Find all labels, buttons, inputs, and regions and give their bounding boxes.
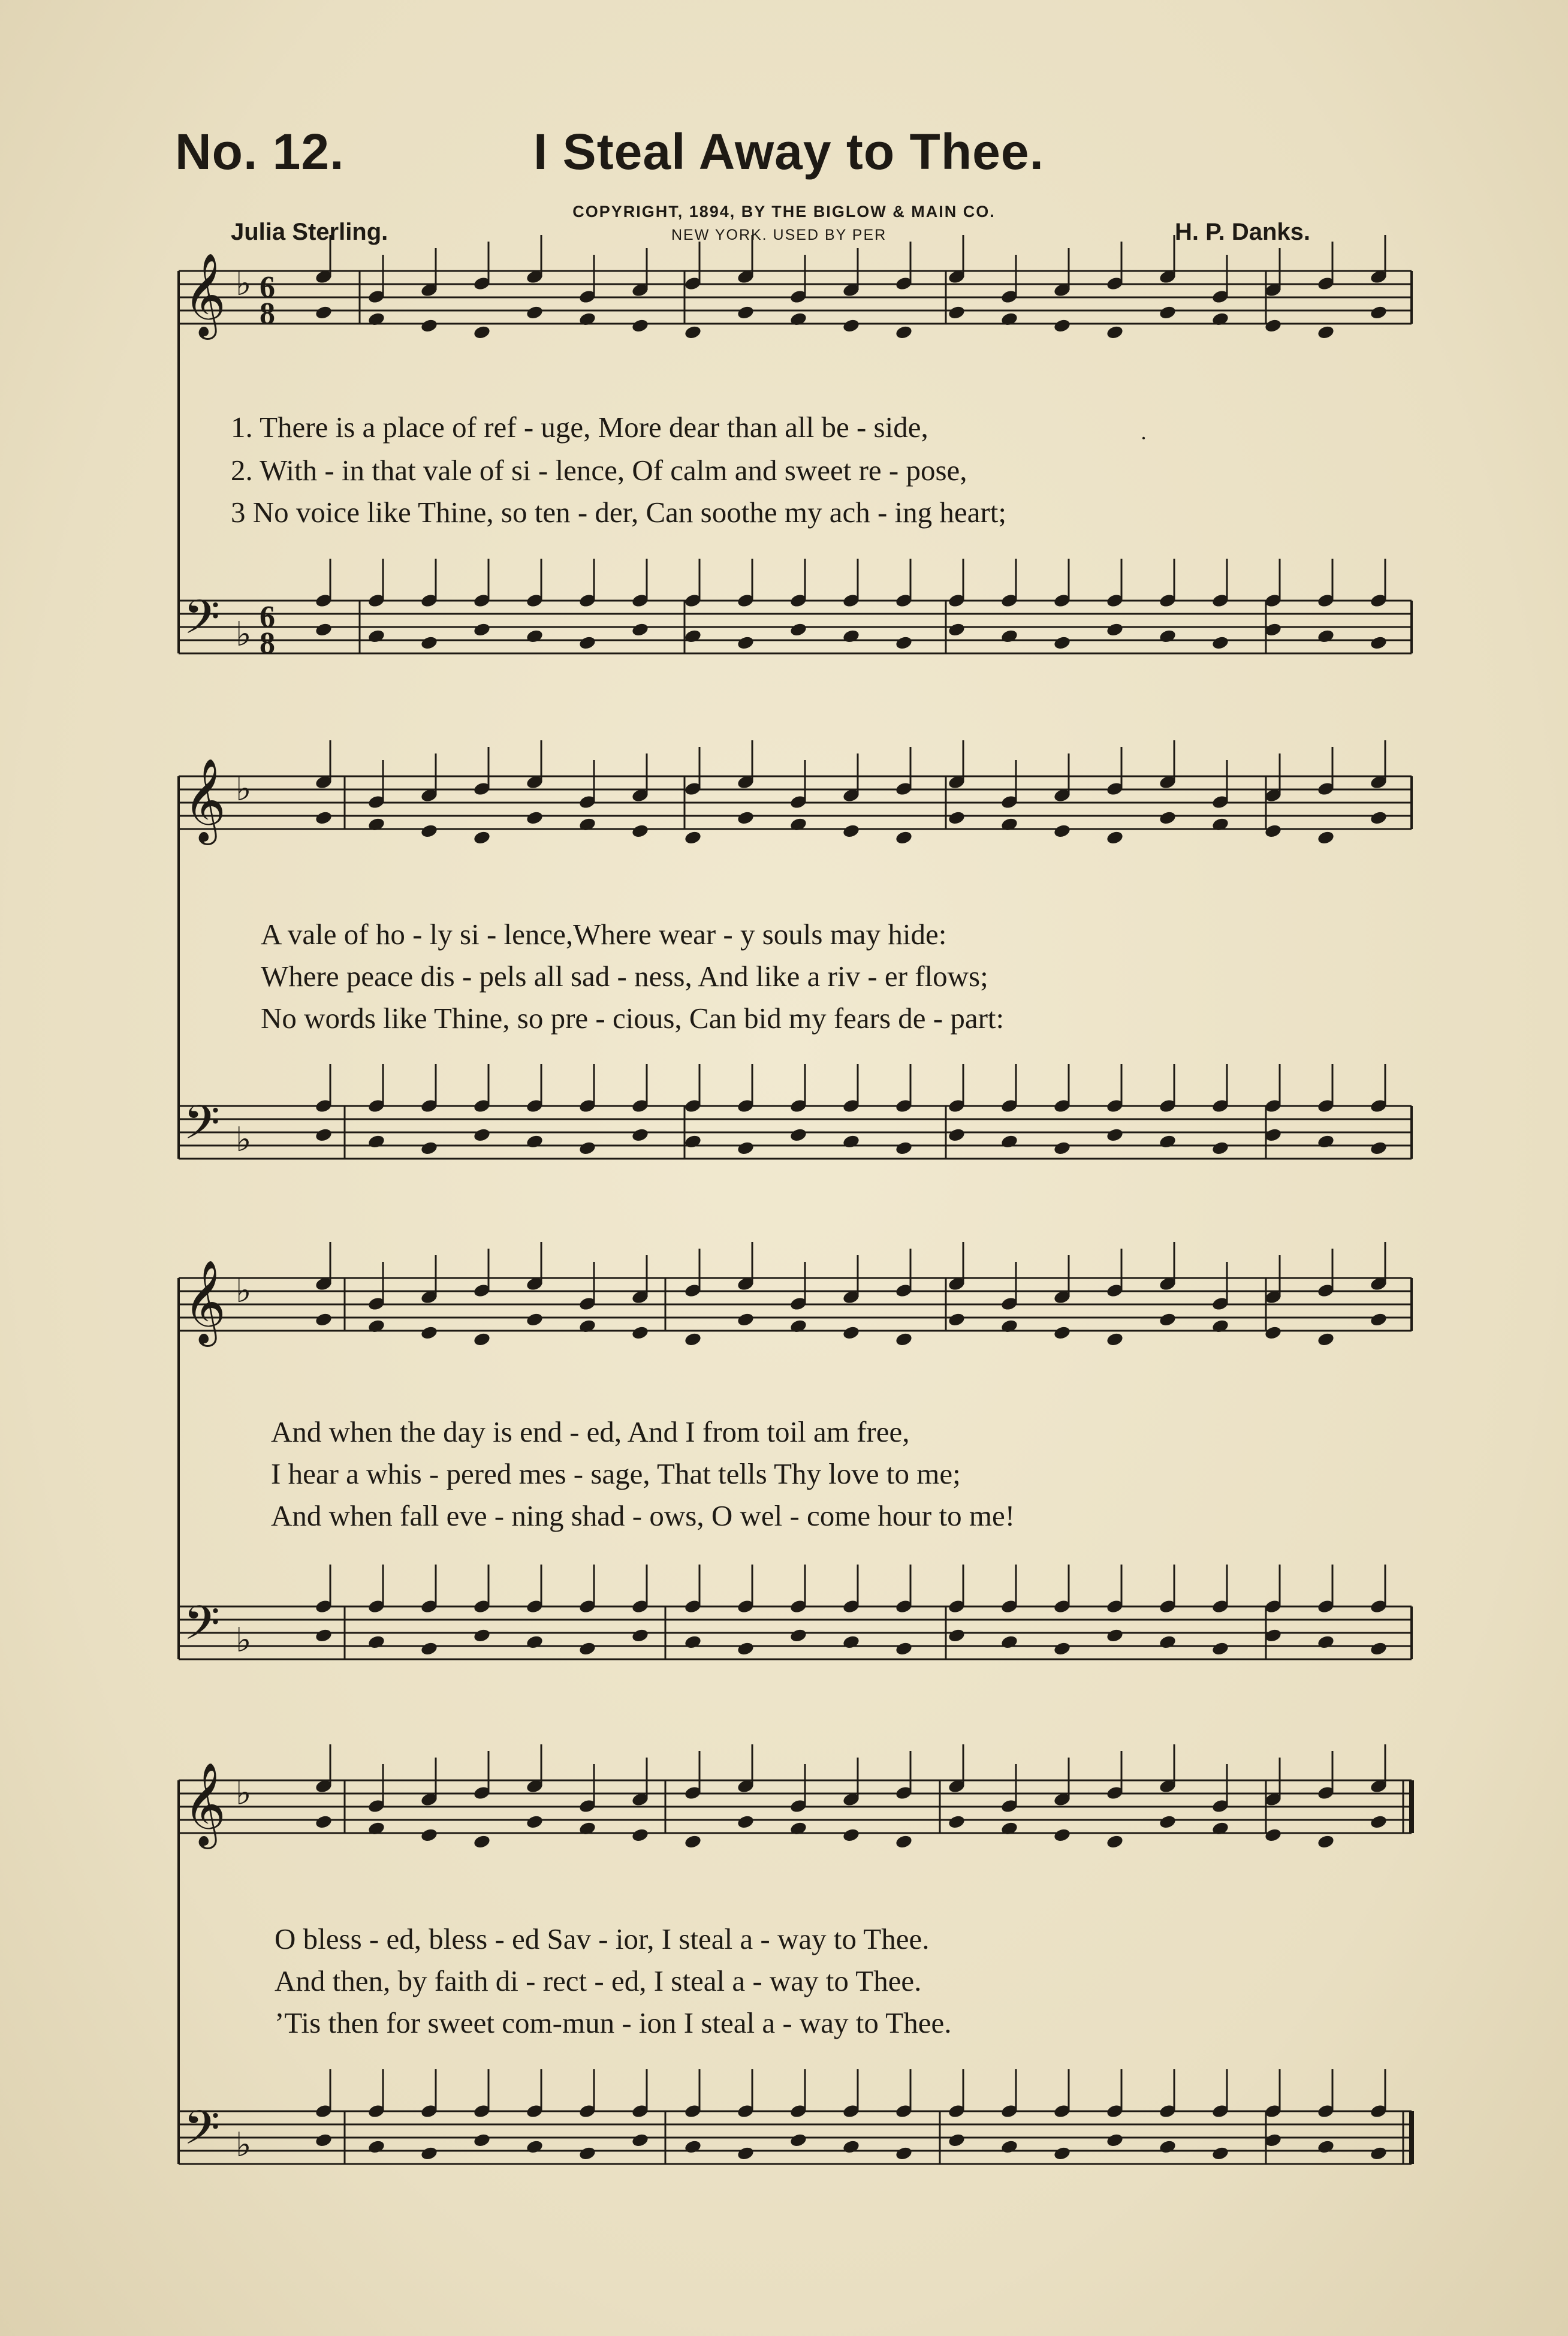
note-head <box>842 823 861 839</box>
note-head <box>1159 1134 1177 1149</box>
time-signature-bottom: 8 <box>260 297 275 331</box>
note-head <box>1317 2139 1335 2154</box>
note-head <box>1317 324 1335 340</box>
note-head <box>1159 628 1177 644</box>
note-head <box>420 318 439 333</box>
lyric-line: And when the day is end - ed, And I from toil am free, <box>271 1415 910 1448</box>
key-signature-flat: ♭ <box>236 1271 252 1310</box>
time-signature-top: 6 <box>260 600 275 634</box>
lyric-line: And when fall eve - ning shad - ows, O wel - come hour to me! <box>271 1499 1015 1532</box>
note-head <box>789 1627 808 1643</box>
note-head <box>842 628 861 644</box>
note-head <box>473 1627 491 1643</box>
note-head <box>578 1140 597 1156</box>
note-head <box>1317 1331 1335 1347</box>
note-head <box>948 1312 966 1327</box>
note-head <box>315 1312 333 1327</box>
note-head <box>895 1331 913 1347</box>
note-head <box>1211 635 1230 650</box>
lyric-line: I hear a whis - pered mes - sage, That tells Thy love to me; <box>271 1457 961 1490</box>
note-head <box>526 628 544 644</box>
key-signature-flat: ♭ <box>236 1774 252 1813</box>
note-head <box>526 305 544 320</box>
time-signature-top: 6 <box>260 270 275 305</box>
key-signature-flat: ♭ <box>236 1120 252 1159</box>
note-head <box>473 622 491 637</box>
note-head <box>1053 1325 1072 1340</box>
note-head <box>473 1834 491 1849</box>
note-head <box>1211 1641 1230 1656</box>
note-head <box>842 318 861 333</box>
note-head <box>737 2145 755 2161</box>
bass-clef: 𝄢 <box>183 1096 221 1162</box>
note-head <box>1317 830 1335 845</box>
note-head <box>895 1641 913 1656</box>
note-head <box>420 2145 439 2161</box>
note-head <box>1000 1134 1019 1149</box>
note-head <box>1317 1634 1335 1650</box>
note-head <box>1106 1127 1124 1143</box>
treble-clef: 𝄞 <box>183 1762 226 1846</box>
note-head <box>631 1127 650 1143</box>
note-head <box>1159 2139 1177 2154</box>
note-head <box>1053 1827 1072 1843</box>
note-head <box>526 1134 544 1149</box>
note-head <box>526 810 544 825</box>
note-head <box>737 305 755 320</box>
note-head <box>420 635 439 650</box>
note-head <box>684 1134 702 1149</box>
note-head <box>1053 318 1072 333</box>
note-head <box>684 1634 702 1650</box>
note-head <box>684 1331 702 1347</box>
note-head <box>1211 1140 1230 1156</box>
lyric-line: 3 No voice like Thine, so ten - der, Can soothe my ach - ing heart; <box>231 496 1006 529</box>
note-head <box>895 1140 913 1156</box>
note-head <box>948 305 966 320</box>
note-head <box>526 1814 544 1829</box>
note-head <box>684 1834 702 1849</box>
note-head <box>1106 830 1124 845</box>
note-head <box>789 622 808 637</box>
note-head <box>473 1127 491 1143</box>
lyric-line: O bless - ed, bless - ed Sav - ior, I steal a - way to Thee. <box>275 1922 930 1955</box>
note-head <box>420 1140 439 1156</box>
note-head <box>1000 2139 1019 2154</box>
lyric-line: A vale of ho - ly si - lence,Where wear - y souls may hide: <box>261 918 947 951</box>
key-signature-flat: ♭ <box>236 2126 252 2165</box>
note-head <box>1053 1641 1072 1656</box>
note-head <box>1000 628 1019 644</box>
lyric-line: Where peace dis - pels all sad - ness, And like a riv - er flows; <box>261 960 988 993</box>
note-head <box>789 2132 808 2148</box>
bass-clef: 𝄢 <box>183 590 221 656</box>
stray-mark: · <box>1140 426 1147 450</box>
note-head <box>420 823 439 839</box>
treble-clef: 𝄞 <box>183 758 226 842</box>
note-head <box>631 1827 650 1843</box>
note-head <box>578 1641 597 1656</box>
note-head <box>1053 1140 1072 1156</box>
note-head <box>737 1814 755 1829</box>
lyric-line: 1. There is a place of ref - uge, More dear than all be - side, <box>231 411 928 444</box>
hymn-number: No. 12. <box>175 123 345 180</box>
note-head <box>1106 622 1124 637</box>
note-head <box>1106 1627 1124 1643</box>
note-head <box>578 635 597 650</box>
note-head <box>420 1325 439 1340</box>
note-head <box>684 830 702 845</box>
note-head <box>895 1834 913 1849</box>
note-head <box>631 622 650 637</box>
hymn-title: I Steal Away to Thee. <box>533 123 1044 180</box>
note-head <box>367 628 386 644</box>
lyric-line: And then, by faith di - rect - ed, I steal a - way to Thee. <box>275 1964 922 1997</box>
note-head <box>367 2139 386 2154</box>
key-signature-flat: ♭ <box>236 770 252 809</box>
note-head <box>948 2132 966 2148</box>
note-head <box>1370 1312 1388 1327</box>
key-signature-flat: ♭ <box>236 615 252 654</box>
note-head <box>1106 324 1124 340</box>
note-head <box>895 2145 913 2161</box>
note-head <box>895 324 913 340</box>
note-head <box>948 1814 966 1829</box>
note-head <box>737 635 755 650</box>
note-head <box>1000 1634 1019 1650</box>
note-head <box>948 1627 966 1643</box>
note-head <box>526 1634 544 1650</box>
note-head <box>367 1634 386 1650</box>
note-head <box>315 622 333 637</box>
lyric-line: 2. With - in that vale of si - lence, Of calm and sweet re - pose, <box>231 454 967 487</box>
note-head <box>737 1140 755 1156</box>
note-head <box>631 1325 650 1340</box>
note-head <box>315 1627 333 1643</box>
note-head <box>684 628 702 644</box>
copyright-permission: NEW YORK. USED BY PER <box>671 227 887 243</box>
copyright-notice: COPYRIGHT, 1894, BY THE BIGLOW & MAIN CO. <box>572 203 996 221</box>
note-head <box>895 635 913 650</box>
note-head <box>842 2139 861 2154</box>
note-head <box>1106 1331 1124 1347</box>
note-head <box>1159 305 1177 320</box>
treble-clef: 𝄞 <box>183 253 226 336</box>
key-signature-flat: ♭ <box>236 264 252 303</box>
note-head <box>1370 635 1388 650</box>
note-head <box>473 324 491 340</box>
note-head <box>737 1312 755 1327</box>
note-head <box>1106 1834 1124 1849</box>
note-head <box>1370 2145 1388 2161</box>
note-head <box>315 1814 333 1829</box>
note-head <box>367 1134 386 1149</box>
note-head <box>631 1627 650 1643</box>
note-head <box>1317 628 1335 644</box>
note-head <box>473 2132 491 2148</box>
note-head <box>1159 1814 1177 1829</box>
note-head <box>1370 810 1388 825</box>
note-head <box>1053 635 1072 650</box>
note-head <box>315 2132 333 2148</box>
note-head <box>420 1827 439 1843</box>
note-head <box>895 830 913 845</box>
note-head <box>737 1641 755 1656</box>
note-head <box>578 2145 597 2161</box>
note-head <box>1053 2145 1072 2161</box>
note-head <box>1211 2145 1230 2161</box>
lyric-line: ’Tis then for sweet com-mun - ion I steal a - way to Thee. <box>275 2006 952 2039</box>
note-head <box>948 622 966 637</box>
note-head <box>1159 1634 1177 1650</box>
note-head <box>1159 810 1177 825</box>
note-head <box>420 1641 439 1656</box>
note-head <box>842 1134 861 1149</box>
note-head <box>789 1127 808 1143</box>
note-head <box>842 1325 861 1340</box>
note-head <box>1053 823 1072 839</box>
note-head <box>737 810 755 825</box>
note-head <box>1370 305 1388 320</box>
note-head <box>1317 1834 1335 1849</box>
treble-clef: 𝄞 <box>183 1260 226 1343</box>
note-head <box>315 810 333 825</box>
bass-clef: 𝄢 <box>183 1596 221 1662</box>
note-head <box>1106 2132 1124 2148</box>
note-head <box>526 2139 544 2154</box>
bass-clef: 𝄢 <box>183 2101 221 2167</box>
note-head <box>842 1634 861 1650</box>
note-head <box>1370 1814 1388 1829</box>
note-head <box>684 2139 702 2154</box>
note-head <box>1370 1641 1388 1656</box>
note-head <box>631 318 650 333</box>
note-head <box>948 810 966 825</box>
note-head <box>1159 1312 1177 1327</box>
time-signature-bottom: 8 <box>260 626 275 661</box>
note-head <box>842 1827 861 1843</box>
note-head <box>1317 1134 1335 1149</box>
note-head <box>473 830 491 845</box>
lyric-line: No words like Thine, so pre - cious, Can bid my fears de - part: <box>261 1002 1005 1035</box>
note-head <box>684 324 702 340</box>
note-head <box>526 1312 544 1327</box>
note-head <box>1370 1140 1388 1156</box>
composer: H. P. Danks. <box>1175 219 1311 245</box>
note-head <box>473 1331 491 1347</box>
note-head <box>948 1127 966 1143</box>
lyricist: Julia Sterling. <box>231 219 388 245</box>
note-head <box>315 305 333 320</box>
note-head <box>631 2132 650 2148</box>
key-signature-flat: ♭ <box>236 1621 252 1660</box>
note-head <box>315 1127 333 1143</box>
note-head <box>631 823 650 839</box>
